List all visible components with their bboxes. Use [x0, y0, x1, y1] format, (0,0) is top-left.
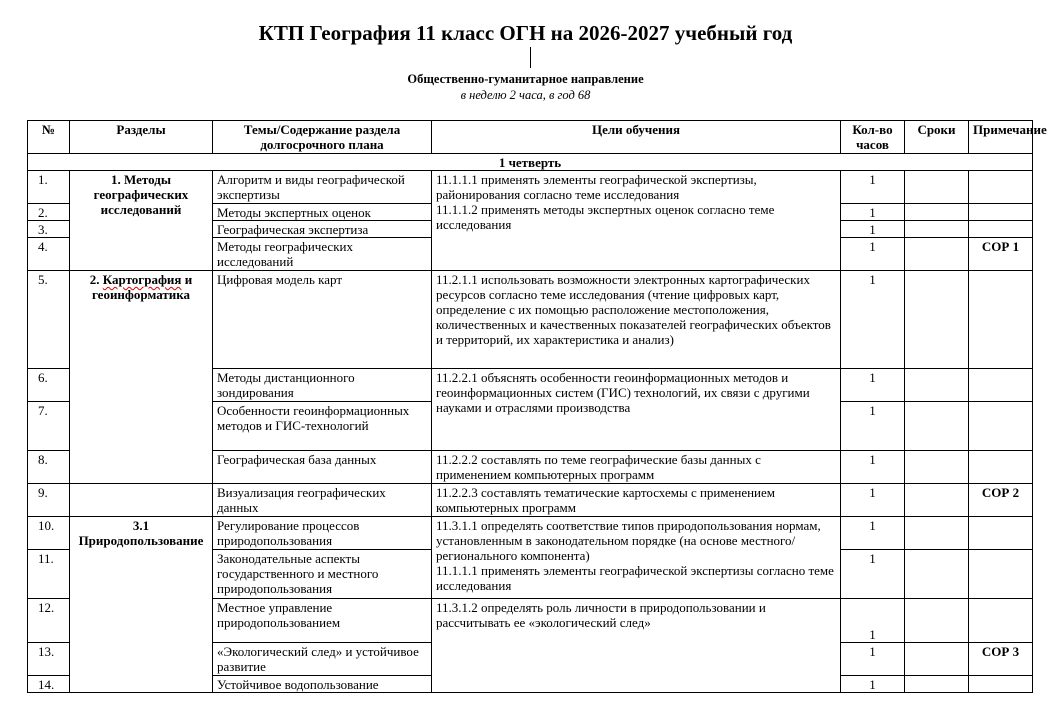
dates-cell[interactable] — [905, 550, 969, 599]
header-number: № — [28, 121, 70, 154]
hours-cell: 1 — [841, 221, 905, 238]
dates-cell[interactable] — [905, 451, 969, 484]
section-title-part: и геоинформатика — [91, 272, 193, 302]
goal-line: 11.1.1.2 применять методы экспертных оценок согласно теме исследования — [436, 202, 775, 232]
note-cell: СОР 3 — [969, 643, 1033, 676]
note-cell — [969, 369, 1033, 402]
topic-cell: Географическая экспертиза — [213, 221, 432, 238]
row-number: 11. — [28, 550, 70, 599]
goal-line: 11.2.2.2 составлять по теме географические базы данных с применением компьютерных программ — [436, 452, 761, 482]
topic-cell: Цифровая модель карт — [213, 271, 432, 369]
header-hours: Кол-во часов — [841, 121, 905, 154]
note-cell — [969, 676, 1033, 693]
dates-cell[interactable] — [905, 238, 969, 271]
topic-cell: Методы дистанционного зондирования — [213, 369, 432, 402]
hours-cell: 1 — [841, 643, 905, 676]
topic-cell: Законодательные аспекты государственного и местного природопользования — [213, 550, 432, 599]
note-cell: СОР 1 — [969, 238, 1033, 271]
note-cell — [969, 517, 1033, 550]
topic-cell: Алгоритм и виды географической экспертизы — [213, 171, 432, 204]
goals-cell — [432, 484, 841, 517]
header-row — [28, 121, 1033, 154]
topic-cell: Методы географических исследований — [213, 238, 432, 271]
row-number: 3. — [28, 221, 70, 238]
table-row — [28, 484, 1033, 517]
quarter-row — [28, 154, 1033, 171]
note-cell — [969, 402, 1033, 451]
dates-cell[interactable] — [905, 221, 969, 238]
table-header — [28, 121, 1047, 154]
section-cell — [70, 517, 213, 693]
hours-cell: 1 — [841, 517, 905, 550]
topic-cell: Местное управление природопользованием — [213, 599, 432, 643]
direction-subtitle: Общественно-гуманитарное направление — [407, 72, 644, 86]
hours-note: в неделю 2 часа, в год 68 — [460, 88, 591, 102]
goals-cell — [432, 271, 841, 369]
table-row — [28, 171, 1033, 204]
header-dates: Сроки — [905, 121, 969, 154]
dates-cell[interactable] — [905, 204, 969, 221]
row-number: 14. — [28, 676, 70, 693]
dates-cell[interactable] — [905, 484, 969, 517]
table-body — [28, 154, 1033, 693]
hours-cell: 1 — [841, 238, 905, 271]
section-title-part: 1. Методы географических исследований — [93, 172, 189, 217]
header-topics: Темы/Содержание раздела долгосрочного плана — [213, 121, 432, 154]
dates-cell[interactable] — [905, 676, 969, 693]
section-title-part: 2. — [89, 272, 103, 287]
row-number: 7. — [28, 402, 70, 451]
dates-cell[interactable] — [905, 369, 969, 402]
note-cell — [969, 550, 1033, 599]
note-cell — [969, 221, 1033, 238]
dates-cell[interactable] — [905, 599, 969, 643]
row-number: 5. — [28, 271, 70, 369]
goal-line: 11.2.2.3 составлять тематические картосхемы с применением компьютерных программ — [436, 485, 776, 515]
note-cell: СОР 2 — [969, 484, 1033, 517]
goal-line: 11.1.1.1 применять элементы географической экспертизы, районирования согласно теме исследования — [436, 172, 757, 202]
row-number: 4. — [28, 238, 70, 271]
hours-cell: 1 — [841, 676, 905, 693]
row-number: 9. — [28, 484, 70, 517]
goal-line: 11.1.1.1 применять элементы географической экспертизы согласно теме исследования — [436, 563, 834, 593]
goal-line: 11.3.1.1 определять соответствие типов природопользования нормам, установленным в законодательном порядке (на основе местного/регионального компонента) — [436, 518, 821, 563]
topic-cell: Географическая база данных — [213, 451, 432, 484]
document-title: КТП География 11 класс ОГН на 2026-2027 учебный год — [258, 21, 793, 45]
row-number: 1. — [28, 171, 70, 204]
section-cell — [70, 484, 213, 517]
dates-cell[interactable] — [905, 643, 969, 676]
goals-cell — [432, 517, 841, 599]
header-sections: Разделы — [70, 121, 213, 154]
curriculum-table — [27, 120, 1047, 693]
note-cell — [969, 599, 1033, 643]
header-goals: Цели обучения — [432, 121, 841, 154]
row-number: 8. — [28, 451, 70, 484]
table-row — [28, 517, 1033, 550]
topic-cell: Особенности геоинформационных методов и ГИС-технологий — [213, 402, 432, 451]
topic-cell: Методы экспертных оценок — [213, 204, 432, 221]
hours-cell: 1 — [841, 171, 905, 204]
spellcheck-underlined-word: Картография — [102, 272, 182, 287]
hours-cell: 1 — [841, 599, 905, 643]
goals-cell — [432, 599, 841, 693]
hours-cell: 1 — [841, 451, 905, 484]
goal-line: 11.2.2.1 объяснять особенности геоинформационных методов и геоинформационных систем (ГИС) технологий, их связи с другими науками и отраслями производства — [436, 370, 810, 415]
goals-cell — [432, 451, 841, 484]
goal-line: 11.2.1.1 использовать возможности электронных картографических ресурсов согласно теме исследования (чтение цифровых карт, определение с их помощью расположение местоположения, количественных и качественных показателей географических объектов и территорий, их характеристика и анализ) — [436, 272, 831, 347]
dates-cell[interactable] — [905, 271, 969, 369]
goals-cell — [432, 369, 841, 451]
note-cell — [969, 271, 1033, 369]
row-number: 12. — [28, 599, 70, 643]
hours-cell: 1 — [841, 271, 905, 369]
note-cell — [969, 171, 1033, 204]
row-number: 13. — [28, 643, 70, 676]
note-cell — [969, 451, 1033, 484]
topic-cell: «Экологический след» и устойчивое развитие — [213, 643, 432, 676]
section-cell — [70, 171, 213, 271]
row-number: 2. — [28, 204, 70, 221]
dates-cell[interactable] — [905, 171, 969, 204]
goal-line: 11.3.1.2 определять роль личности в природопользовании и рассчитывать ее «экологический след» — [436, 600, 766, 630]
hours-cell: 1 — [841, 369, 905, 402]
header-notes: Примечание — [969, 121, 1033, 154]
dates-cell[interactable] — [905, 517, 969, 550]
hours-cell: 1 — [841, 484, 905, 517]
topic-cell: Регулирование процессов природопользования — [213, 517, 432, 550]
section-title-part: 3.1 Природопользование — [78, 518, 204, 548]
note-cell — [969, 204, 1033, 221]
goals-cell — [432, 171, 841, 271]
hours-cell: 1 — [841, 402, 905, 451]
quarter-label: 1 четверть — [28, 154, 1033, 171]
row-number: 6. — [28, 369, 70, 402]
text-cursor — [530, 47, 531, 68]
row-number: 10. — [28, 517, 70, 550]
dates-cell[interactable] — [905, 402, 969, 451]
section-cell — [70, 271, 213, 484]
topic-cell: Визуализация географических данных — [213, 484, 432, 517]
table-row — [28, 271, 1033, 369]
topic-cell: Устойчивое водопользование — [213, 676, 432, 693]
hours-cell: 1 — [841, 204, 905, 221]
hours-cell: 1 — [841, 550, 905, 599]
